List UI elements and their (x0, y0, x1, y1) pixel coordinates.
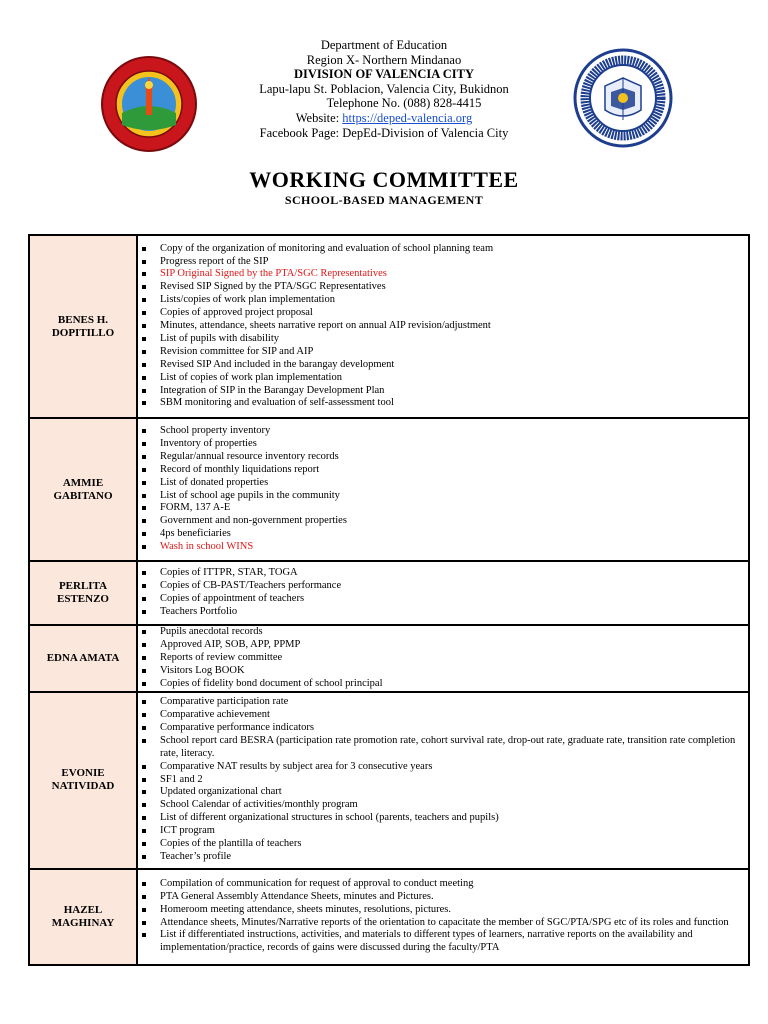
task-item: List if differentiated instructions, activities, and materials to different types of learners, narrative reports on the availability and implementation/practice, records of gains were discussed during the faculty/PTA (138, 929, 748, 955)
task-item: Approved AIP, SOB, APP, PPMP (138, 639, 748, 652)
committee-row (29, 869, 749, 965)
task-item: 4ps beneficiaries (138, 528, 748, 541)
header-website (0, 111, 768, 126)
task-item: Attendance sheets, Minutes/Narrative reports of the orientation to capacitate the member of SGC/PTA/SPG etc of its roles and function (138, 917, 748, 930)
task-item: Copies of approved project proposal (138, 307, 748, 320)
task-list-cell (137, 869, 749, 965)
task-item: List of different organizational structures in school (parents, teachers and pupils) (138, 812, 748, 825)
task-item: Pupils anecdotal records (138, 626, 748, 639)
task-list-cell (137, 561, 749, 625)
task-item: Copies of CB-PAST/Teachers performance (138, 580, 748, 593)
committee-table (28, 234, 750, 966)
task-item: SF1 and 2 (138, 774, 748, 787)
member-name-line-1: BENES H. (57, 313, 109, 326)
task-item: PTA General Assembly Attendance Sheets, minutes and Pictures. (138, 891, 748, 904)
committee-row (29, 625, 749, 692)
task-item: Visitors Log BOOK (138, 665, 748, 678)
task-item: School report card BESRA (participation rate promotion rate, cohort survival rate, drop-out rate, graduate rate, transition rate completion rate, literacy. (138, 735, 748, 761)
member-name-cell (29, 869, 137, 965)
header-telephone: Telephone No. (088) 828-4415 (326, 96, 482, 111)
committee-row (29, 235, 749, 418)
task-item: Government and non-government properties (138, 515, 748, 528)
document-title: WORKING COMMITTEE (249, 167, 519, 192)
member-name-cell (29, 561, 137, 625)
member-name-cell (29, 625, 137, 692)
header-department: Department of Education (320, 38, 448, 52)
task-item: Copies of appointment of teachers (138, 593, 748, 606)
task-list-cell (137, 235, 749, 418)
task-list (138, 567, 748, 619)
task-item: Comparative participation rate (138, 696, 748, 709)
task-item: Reports of review committee (138, 652, 748, 665)
task-list (138, 243, 748, 411)
task-item: Comparative performance indicators (138, 722, 748, 735)
task-item: Revision committee for SIP and AIP (138, 346, 748, 359)
task-item: Inventory of properties (138, 438, 748, 451)
website-link[interactable]: https://deped-valencia.org (342, 110, 473, 125)
task-item: Minutes, attendance, sheets narrative report on annual AIP revision/adjustment (138, 320, 748, 333)
task-item: Homeroom meeting attendance, sheets minutes, resolutions, pictures. (138, 904, 748, 917)
task-list (138, 878, 748, 955)
committee-row (29, 692, 749, 869)
member-name-line-2: DOPITILLO (51, 326, 115, 339)
task-item: Regular/annual resource inventory records (138, 451, 748, 464)
document-subtitle: SCHOOL-BASED MANAGEMENT (284, 193, 484, 207)
task-item: Integration of SIP in the Barangay Development Plan (138, 385, 748, 398)
task-item: List of pupils with disability (138, 333, 748, 346)
letterhead (0, 38, 768, 140)
task-list-cell (137, 418, 749, 561)
task-item: Teacher’s profile (138, 851, 748, 864)
header-division: DIVISION OF VALENCIA CITY (293, 67, 475, 82)
task-list (138, 626, 748, 691)
header-facebook: Facebook Page: DepEd-Division of Valencia City (259, 125, 509, 140)
task-item: Teachers Portfolio (138, 606, 748, 619)
member-name-line-1: EDNA AMATA (46, 651, 120, 664)
header-address: Lapu-lapu St. Poblacion, Valencia City, Bukidnon (259, 81, 509, 96)
task-list-cell (137, 625, 749, 692)
task-item: Compilation of communication for request of approval to conduct meeting (138, 878, 748, 891)
member-name-line-1: EVONIE (61, 767, 105, 780)
task-list (138, 425, 748, 554)
task-item: Updated organizational chart (138, 786, 748, 799)
task-item: School Calendar of activities/monthly program (138, 799, 748, 812)
task-item: List of copies of work plan implementation (138, 372, 748, 385)
task-item: Copies of ITTPR, STAR, TOGA (138, 567, 748, 580)
task-item: List of donated properties (138, 477, 748, 490)
member-name-line-2: MAGHINAY (51, 916, 115, 929)
task-item: Record of monthly liquidations report (138, 464, 748, 477)
task-item: School property inventory (138, 425, 748, 438)
task-item: List of school age pupils in the community (138, 490, 748, 503)
member-name-line-2: GABITANO (53, 489, 113, 502)
task-item: SBM monitoring and evaluation of self-assessment tool (138, 397, 748, 410)
task-item: Copies of the plantilla of teachers (138, 838, 748, 851)
committee-row (29, 561, 749, 625)
member-name-line-1: AMMIE (62, 476, 104, 489)
member-name-line-2: ESTENZO (57, 593, 109, 605)
member-name-cell (29, 418, 137, 561)
task-item: Revised SIP Signed by the PTA/SGC Representatives (138, 281, 748, 294)
task-item: Comparative achievement (138, 709, 748, 722)
member-name-cell (29, 235, 137, 418)
task-item: FORM, 137 A-E (138, 502, 748, 515)
task-list-cell (137, 692, 749, 869)
task-item: ICT program (138, 825, 748, 838)
task-item: Progress report of the SIP (138, 256, 748, 269)
task-item: Lists/copies of work plan implementation (138, 294, 748, 307)
task-item: SIP Original Signed by the PTA/SGC Representatives (138, 268, 748, 281)
task-list (138, 696, 748, 864)
task-item: Wash in school WINS (138, 541, 748, 554)
header-region: Region X- Northern Mindanao (306, 52, 462, 67)
task-item: Copies of fidelity bond document of school principal (138, 678, 748, 691)
task-item: Copy of the organization of monitoring and evaluation of school planning team (138, 243, 748, 256)
committee-row (29, 418, 749, 561)
member-name-cell (29, 692, 137, 869)
task-item: Comparative NAT results by subject area for 3 consecutive years (138, 761, 748, 774)
task-item: Revised SIP And included in the barangay development (138, 359, 748, 372)
website-label: Website: (295, 110, 343, 125)
member-name-line-1: HAZEL (63, 903, 103, 916)
member-name-line-1: PERLITA (58, 580, 108, 592)
member-name-line-2: NATIVIDAD (51, 780, 115, 793)
